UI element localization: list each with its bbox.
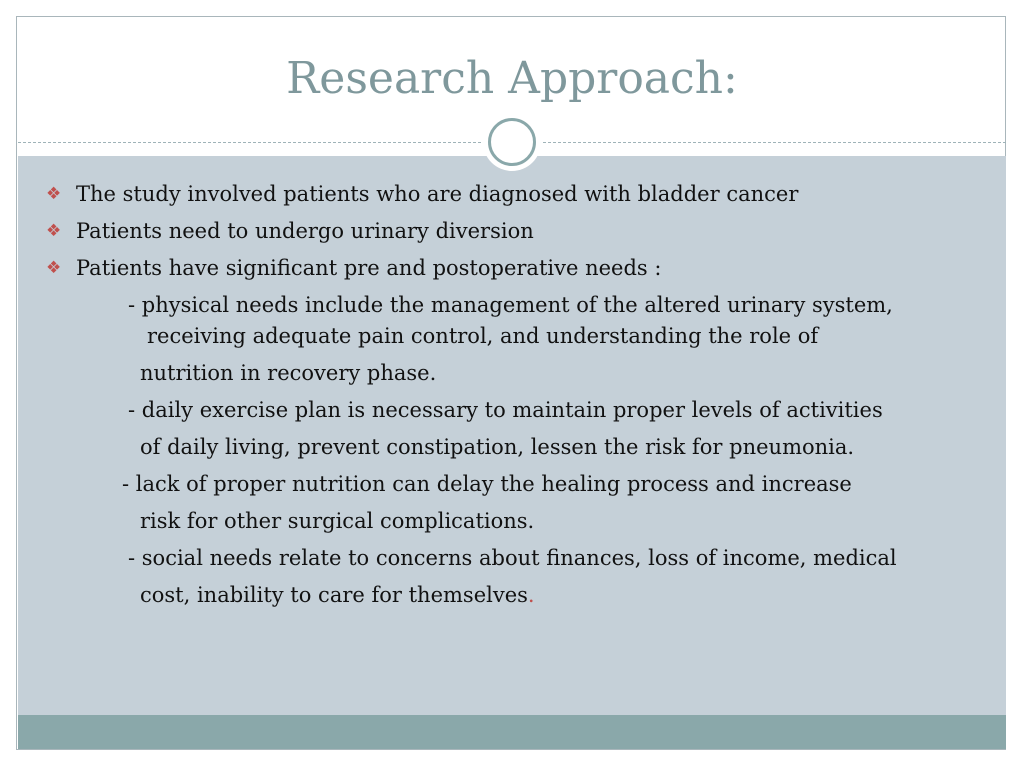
final-period: .	[527, 583, 535, 607]
circle-ornament-ring	[488, 118, 536, 166]
sub-point-line: - lack of proper nutrition can delay the healing process and increase	[122, 472, 852, 496]
diamond-bullet-icon: ❖	[46, 184, 62, 204]
sub-point-text: cost, inability to care for themselves	[140, 583, 528, 607]
bullet-text: The study involved patients who are diagnosed with bladder cancer	[76, 182, 799, 206]
sub-point-line: - daily exercise plan is necessary to maintain proper levels of activities	[128, 398, 883, 422]
bullet-text: Patients have significant pre and postoperative needs :	[76, 256, 662, 280]
sub-point-line: of daily living, prevent constipation, lessen the risk for pneumonia.	[140, 435, 855, 459]
diamond-bullet-icon: ❖	[46, 258, 62, 278]
circle-ornament	[483, 113, 541, 171]
slide-title: Research Approach:	[286, 53, 738, 104]
bullet-list	[46, 176, 976, 287]
bullet-text: Patients need to undergo urinary diversion	[76, 219, 534, 243]
sub-point-line: nutrition in recovery phase.	[140, 361, 437, 385]
diamond-bullet-icon: ❖	[46, 221, 62, 241]
sub-point-line: risk for other surgical complications.	[140, 509, 535, 533]
sub-point-line: - social needs relate to concerns about finances, loss of income, medical	[128, 546, 897, 570]
bullet-item	[46, 176, 976, 213]
sub-point-line: - physical needs include the management of the altered urinary system,	[128, 293, 893, 317]
bullet-item	[46, 250, 976, 287]
sub-point-line: receiving adequate pain control, and understanding the role of	[147, 324, 819, 348]
sub-point-line	[140, 577, 535, 614]
bullet-item	[46, 213, 976, 250]
footer-bar	[18, 715, 1006, 749]
